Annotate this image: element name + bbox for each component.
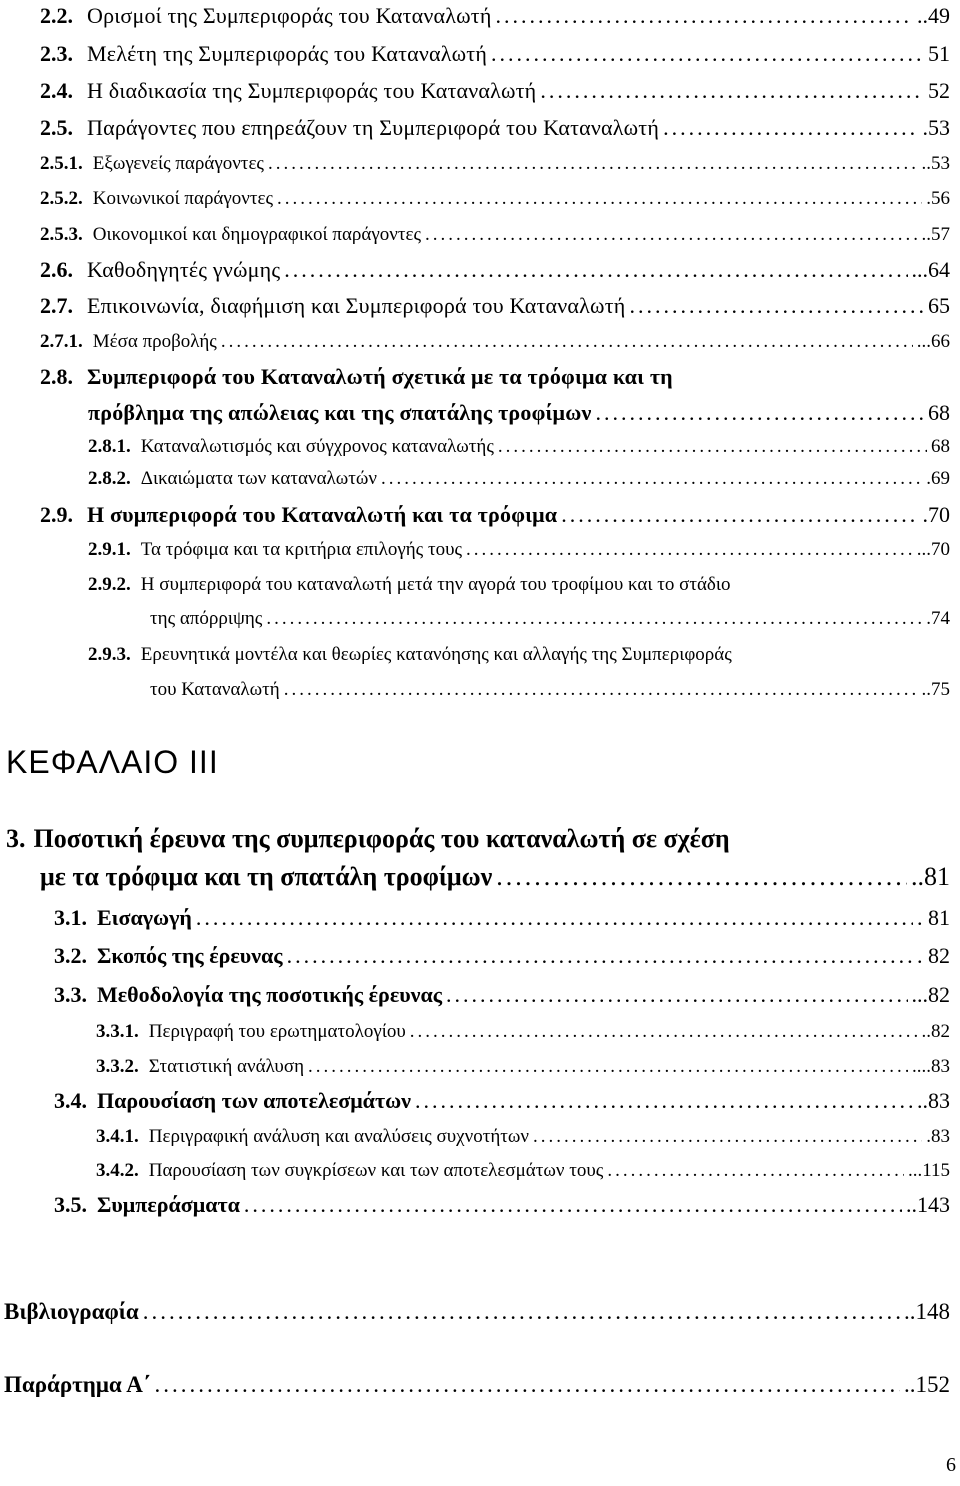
toc-number: 3.3. [54, 982, 87, 1007]
toc-title: Ποσοτική έρευνα της συμπεριφοράς του καταναλωτή σε σχέση [33, 824, 730, 853]
toc-entry[interactable] [40, 40, 950, 68]
leader-dots [663, 114, 918, 142]
toc-entry[interactable] [88, 433, 950, 461]
toc-title: Παράρτημα Α΄ [4, 1372, 151, 1397]
toc-number: 3.5. [54, 1192, 87, 1217]
toc-entry-continued[interactable] [150, 605, 950, 633]
toc-title: Μέσα προβολής [92, 331, 217, 352]
toc-entry[interactable] [96, 1053, 950, 1081]
toc-number: 2.4. [40, 78, 73, 103]
toc-number: 2.7.1. [40, 331, 83, 352]
toc-entry[interactable] [40, 501, 950, 529]
toc-entry[interactable] [54, 1191, 950, 1219]
toc-title: Τα τρόφιμα και τα κριτήρια επιλογής τους [140, 539, 463, 560]
toc-title: Περιγραφική ανάλυση και αναλύσεις συχνοτήτων [148, 1126, 530, 1147]
leader-dots [154, 1371, 900, 1399]
toc-title: Σκοπός της έρευνας [97, 943, 283, 968]
toc-entry-appendix[interactable] [4, 1371, 950, 1399]
toc-page: ..143 [906, 1192, 950, 1217]
toc-page: .56 [926, 188, 950, 209]
leader-dots [277, 185, 922, 213]
leader-dots [410, 1018, 918, 1046]
toc-entry[interactable] [40, 256, 950, 284]
toc-entry[interactable] [40, 114, 950, 142]
leader-dots [540, 77, 924, 105]
toc-number: 2.9. [40, 502, 73, 527]
toc-page: 68 [928, 400, 950, 425]
toc-title: Παρουσίαση των συγκρίσεων και των αποτελεσμάτων τους [148, 1160, 604, 1181]
toc-title: Εξωγενείς παράγοντες [92, 153, 264, 174]
toc-page: 65 [928, 293, 950, 318]
toc-entry[interactable] [54, 981, 950, 1009]
toc-entry[interactable] [6, 822, 950, 856]
toc-title: Μεθοδολογία της ποσοτικής έρευνας [97, 982, 443, 1007]
toc-page: ...66 [916, 331, 950, 352]
toc-number: 2.5.2. [40, 188, 83, 209]
leader-dots [496, 860, 907, 894]
leader-dots [561, 501, 918, 529]
toc-entry[interactable] [54, 904, 950, 932]
leader-dots [268, 150, 918, 178]
leader-dots [498, 433, 927, 461]
toc-title: Περιγραφή του ερωτηματολογίου [148, 1021, 406, 1042]
toc-title: του Καταναλωτή [150, 679, 280, 700]
toc-page: ....83 [912, 1056, 950, 1077]
toc-title: Συμπεριφορά του Καταναλωτή σχετικά με τα τρόφιμα και τη [87, 364, 673, 389]
page-number: 6 [946, 1454, 956, 1476]
toc-entry[interactable] [96, 1123, 950, 1151]
toc-entry[interactable] [40, 77, 950, 105]
toc-title: με τα τρόφιμα και τη σπατάλη τροφίμων [40, 862, 493, 891]
toc-page: ...70 [916, 539, 950, 560]
toc-page: . 82 [917, 943, 950, 968]
toc-title: Στατιστική ανάλυση [148, 1056, 305, 1077]
leader-dots [446, 981, 907, 1009]
leader-dots [287, 942, 913, 970]
toc-entry[interactable] [40, 363, 950, 391]
toc-number: 3.2. [54, 943, 87, 968]
toc-entry[interactable] [40, 185, 950, 213]
toc-title: Καθοδηγητές γνώμης [87, 257, 281, 282]
leader-dots [533, 1123, 922, 1151]
toc-number: 3.4.2. [96, 1160, 139, 1181]
leader-dots [629, 292, 924, 320]
toc-entry[interactable] [88, 641, 950, 669]
toc-page: ..82 [921, 1021, 950, 1042]
toc-number: 2.5. [40, 115, 73, 140]
toc-entry[interactable] [88, 465, 950, 493]
toc-entry-continued[interactable] [88, 399, 950, 427]
leader-dots [143, 1298, 900, 1326]
toc-page: ..53 [921, 153, 950, 174]
toc-title: της απόρριψης [150, 608, 263, 629]
leader-dots [381, 465, 922, 493]
leader-dots [284, 256, 907, 284]
toc-page: 68 [931, 436, 950, 457]
toc-page: ...82 [911, 982, 950, 1007]
toc-title: Δικαιώματα των καταναλωτών [140, 468, 377, 489]
toc-title: Μελέτη της Συμπεριφοράς του Καταναλωτή [87, 41, 488, 66]
toc-entry[interactable] [54, 942, 950, 970]
toc-number: 2.9.1. [88, 539, 131, 560]
toc-number: 2.2. [40, 3, 73, 28]
leader-dots [196, 904, 913, 932]
toc-number: 3.1. [54, 905, 87, 930]
toc-number: 3.3.2. [96, 1056, 139, 1077]
toc-title: πρόβλημα της απώλειας και της σπατάλης τροφίμων [88, 400, 592, 425]
toc-title: Καταναλωτισμός και σύγχρονος καταναλωτής [140, 436, 494, 457]
toc-title: Η συμπεριφορά του καταναλωτή μετά την αγορά του τροφίμου και το στάδιο [140, 574, 731, 595]
toc-page: ..81 [911, 862, 950, 891]
toc-entry[interactable] [96, 1018, 950, 1046]
toc-number: 2.9.3. [88, 644, 131, 665]
leader-dots [607, 1157, 904, 1185]
toc-page: ..152 [904, 1372, 950, 1397]
toc-page: .69 [926, 468, 950, 489]
toc-entry[interactable] [40, 221, 950, 249]
toc-page: 51 [928, 41, 950, 66]
toc-page: . 81 [917, 905, 950, 930]
leader-dots [284, 676, 918, 704]
toc-page: ...64 [911, 257, 950, 282]
leader-dots [308, 1053, 908, 1081]
toc-entry[interactable] [40, 2, 950, 30]
toc-entry[interactable] [88, 571, 950, 599]
toc-title: Παράγοντες που επηρεάζουν τη Συμπεριφορά του Καταναλωτή [87, 115, 660, 140]
toc-number: 2.5.1. [40, 153, 83, 174]
toc-page: ..49 [917, 3, 950, 28]
toc-number: 2.3. [40, 41, 73, 66]
toc-page: ..148 [904, 1299, 950, 1324]
toc-title: Επικοινωνία, διαφήμιση και Συμπεριφορά του Καταναλωτή [87, 293, 626, 318]
toc-page: ..57 [921, 224, 950, 245]
toc-page: .74 [926, 608, 950, 629]
toc-number: 3.3.1. [96, 1021, 139, 1042]
toc-title: Συμπεράσματα [97, 1192, 240, 1217]
toc-title: Κοινωνικοί παράγοντες [92, 188, 274, 209]
leader-dots [425, 221, 918, 249]
toc-entry[interactable] [96, 1157, 950, 1185]
toc-page: ...115 [907, 1160, 950, 1181]
chapter-heading: ΚΕΦΑΛΑΙΟ ΙΙΙ [6, 744, 219, 780]
toc-entry[interactable] [88, 536, 950, 564]
toc-entry[interactable] [40, 292, 950, 320]
toc-page: .53 [922, 115, 950, 140]
leader-dots [415, 1087, 913, 1115]
toc-number: 2.6. [40, 257, 73, 282]
toc-number: 2.8.2. [88, 468, 131, 489]
leader-dots [266, 605, 922, 633]
toc-title: Η συμπεριφορά του Καταναλωτή και τα τρόφιμα [87, 502, 558, 527]
leader-dots [244, 1191, 902, 1219]
toc-number: 3.4.1. [96, 1126, 139, 1147]
toc-number: 2.7. [40, 293, 73, 318]
toc-entry-continued[interactable] [40, 860, 950, 894]
toc-number: 2.8. [40, 364, 73, 389]
toc-number: 3.4. [54, 1088, 87, 1113]
leader-dots [596, 399, 924, 427]
toc-page: .70 [922, 502, 950, 527]
toc-title: Εισαγωγή [97, 905, 192, 930]
leader-dots [466, 536, 913, 564]
toc-number: 3. [6, 824, 26, 853]
leader-dots [221, 328, 913, 356]
toc-number: 2.8.1. [88, 436, 131, 457]
toc-entry[interactable] [40, 328, 950, 356]
toc-entry-continued[interactable] [150, 676, 950, 704]
toc-title: Βιβλιογραφία [4, 1299, 139, 1324]
toc-page: 52 [928, 78, 950, 103]
toc-title: Οικονομικοί και δημογραφικοί παράγοντες [92, 224, 421, 245]
toc-page: ..83 [917, 1088, 950, 1113]
toc-page: .83 [926, 1126, 950, 1147]
toc-title: Ορισμοί της Συμπεριφοράς του Καταναλωτή [87, 3, 492, 28]
toc-title: Ερευνητικά μοντέλα και θεωρίες κατανόησης και αλλαγής της Συμπεριφοράς [140, 644, 732, 665]
leader-dots [496, 2, 913, 30]
toc-title: Παρουσίαση των αποτελεσμάτων [97, 1088, 412, 1113]
toc-page: ..75 [921, 679, 950, 700]
toc-number: 2.9.2. [88, 574, 131, 595]
toc-title: Η διαδικασία της Συμπεριφοράς του Καταναλωτή [87, 78, 537, 103]
toc-entry[interactable] [54, 1087, 950, 1115]
leader-dots [491, 40, 924, 68]
toc-number: 2.5.3. [40, 224, 83, 245]
toc-entry-bibliography[interactable] [4, 1298, 950, 1326]
toc-entry[interactable] [40, 150, 950, 178]
